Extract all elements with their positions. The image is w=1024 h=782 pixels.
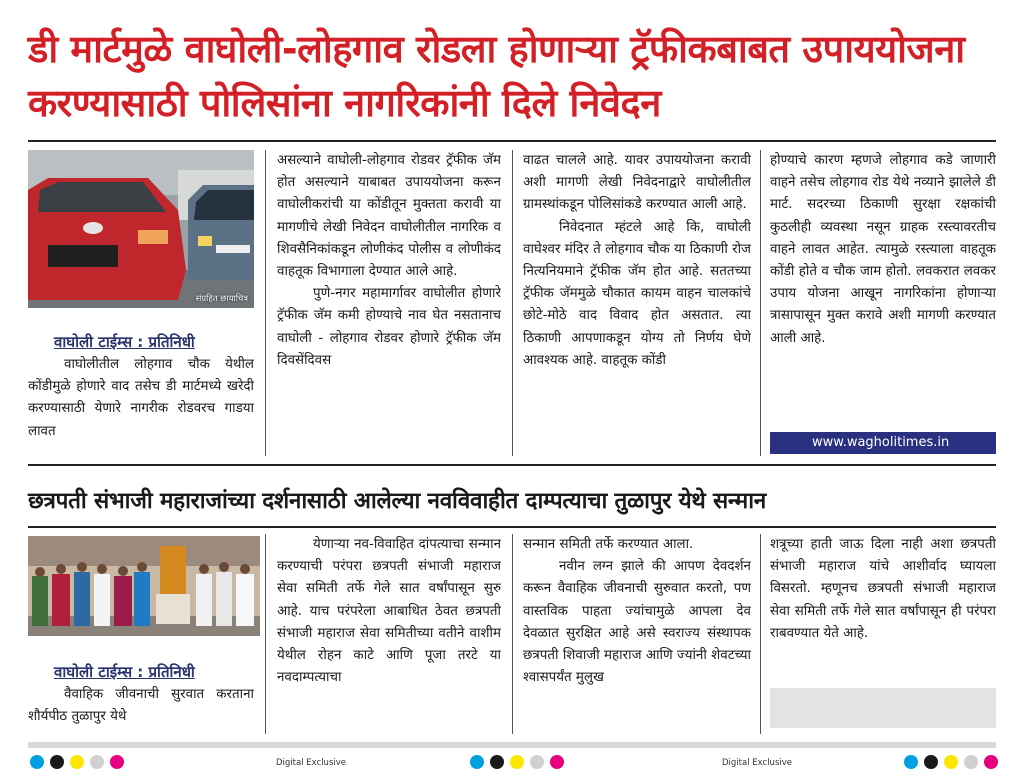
color-dot: [470, 755, 484, 769]
color-dot: [964, 755, 978, 769]
website-banner[interactable]: www.wagholitimes.in: [770, 432, 996, 454]
story1-column-2: [277, 150, 501, 460]
color-dot: [90, 755, 104, 769]
story2-col2-text: येणाऱ्या नव-विवाहित दांपत्याचा सन्मान करण्याची परंपरा छत्रपती संभाजी महाराज सेवा समिती तर्फे गेले सात वर्षांपासून सुरु आहे. याच परंपरेला आबाधित ठेवत छत्रपती संभाजी महाराज सेवा समितीच्या वतीने वाशीम येथील रोहन काटे आणि पूजा तरटे या नवदाम्पत्याचा: [277, 537, 501, 686]
story1-column-3: [523, 150, 751, 460]
color-dot: [924, 755, 938, 769]
color-dot: [30, 755, 44, 769]
color-dot: [70, 755, 84, 769]
color-dot: [510, 755, 524, 769]
story1-column-1: [28, 354, 254, 464]
story1-col2-para1: असल्याने वाघोली-लोहगाव रोडवर ट्रॅफीक जॅम होत असल्याने याबाबत उपाययोजना करून वाघोलीकरांची या कोंडीतून मुक्तता करावी या मागणीचे लेखी निवेदन वाघोलीतील नागरिक व शिवसैनिकांकडून लोणीकंद पोलीस व लोणीकंद वाहतूक विभागाला देण्यात आले आहे.: [277, 153, 501, 280]
color-dot: [550, 755, 564, 769]
color-dot: [530, 755, 544, 769]
photo-credit: संग्रहित छायाचित्र: [195, 294, 248, 304]
story1-headline: डी मार्टमुळे वाघोली-लोहगाव रोडला होणाऱ्या ट्रॅफीकबाबत उपाययोजना करण्यासाठी पोलिसांना नागरिकांनी दिले निवेदन: [28, 27, 965, 125]
story1-col4-text: होण्याचे कारण म्हणजे लोहगाव कडे जाणारी वाहने तसेच लोहगाव रोड येथे नव्याने झालेले डी मार्ट. सदरच्या ठिकाणी सुरक्षा रक्षकांची कुठलीही व्यवस्था नसून ग्राहक रस्त्यावरतीच वाहने लावत आहेत. त्यामुळे रस्त्याला वाहतूक कोंडी होते व चौक जाम होतो. लवकरात लवकर उपाय योजना आखून नागरिकांना होणाऱ्या त्रासापासून मुक्त करावे अशी मागणी करण्यात आली आहे.: [770, 153, 996, 346]
color-dots-right: [904, 755, 998, 769]
story1-col3-para1: वाढत चालले आहे. यावर उपाययोजना करावी अशी मागणी लेखी निवेदनाद्वारे वाघोलीतील ग्रामस्थांकडून पोलिसांकडे करण्यात आली आहे.: [523, 153, 751, 213]
color-dot: [50, 755, 64, 769]
story2-column-1: [28, 684, 254, 734]
story2-column-3: [523, 534, 751, 734]
couple-photo-image: [28, 536, 260, 636]
color-dots-left: [30, 755, 124, 769]
color-dots-center: [470, 755, 564, 769]
story2-headline: छत्रपती संभाजी महाराजांच्या दर्शनासाठी आलेल्या नवविवाहीत दाम्पत्याचा तुळापुर येथे सन्मान: [28, 488, 766, 514]
column-divider: [760, 150, 761, 456]
color-dot: [984, 755, 998, 769]
ad-placeholder: [770, 688, 996, 728]
column-divider: [512, 150, 513, 456]
traffic-photo: [28, 150, 254, 308]
color-dot: [904, 755, 918, 769]
section-rule: [28, 464, 996, 466]
story2-col3-para1: सन्मान समिती तर्फे करण्यात आला.: [523, 537, 694, 552]
footer-label-left: Digital Exclusive: [276, 758, 346, 768]
footer-label-right: Digital Exclusive: [722, 758, 792, 768]
column-divider: [760, 534, 761, 734]
story1-byline: वाघोली टाईम्स : प्रतिनिधी: [54, 333, 195, 351]
column-divider: [512, 534, 513, 734]
column-divider: [265, 534, 266, 734]
story2-col4-text: शत्रूच्या हाती जाऊ दिला नाही अशा छत्रपती संभाजी महाराज यांचे आशीर्वाद घ्यायला विसरतो. म्हणूनच छत्रपती संभाजी महाराज सेवा समिती तर्फे गेले सात वर्षांपासून ही परंपरा राबवण्यात येते आहे.: [770, 537, 996, 641]
story1-col2-para2: पुणे-नगर महामार्गावर वाघोलीत होणारे ट्रॅफीक जॅम कमी होण्याचे नाव घेत नसतानाच वाघोली - लोहगाव रोडवर होणारे ट्रॅफीक जॅम दिवसेंदिवस: [277, 286, 501, 368]
story1-column-4: [770, 150, 996, 430]
story1-col3-para2: निवेदनात म्हंटले आहे कि, वाघोली वाघेश्वर मंदिर ते लोहगाव चौक या ठिकाणी रोज नित्यनियमाने ट्रॅफीक जॅम होत आहे. सततच्या ट्रॅफीक जॅममुळे चौकात कायम वाहन चालकांचे छोटे-मोठे वाद विवाद होत असतात. त्या ठिकाणी आपणाकडून योग्य तो निर्णय घेणे आवश्यक आहे. वाहतूक कोंडी: [523, 219, 751, 368]
story2-column-4: [770, 534, 996, 684]
story2-column-2: [277, 534, 501, 734]
story2-col1-text: वैवाहिक जीवनाची सुरवात करताना शौर्यपीठ तुळापुर येथे: [28, 687, 254, 725]
color-dot: [110, 755, 124, 769]
color-dot: [490, 755, 504, 769]
traffic-photo-image: [28, 150, 254, 308]
color-dot: [944, 755, 958, 769]
headline2-rule: [28, 526, 996, 528]
footer-bar: [28, 742, 996, 748]
headline-rule: [28, 140, 996, 142]
story2-col3-para2: नवीन लग्न झाले की आपण देवदर्शन करून वैवाहिक जीवनाची सुरुवात करतो, पण वास्तविक पाहता ज्यांचामुळे आपला देव देवळात सुरक्षित आहे असे स्वराज्य संस्थापक छत्रपती शिवाजी महाराज आणि ज्यांनी शेवटच्या श्वासपर्यंत मुलुख: [523, 559, 751, 686]
couple-photo: [28, 536, 260, 636]
story2-byline: वाघोली टाईम्स : प्रतिनिधी: [54, 663, 195, 681]
column-divider: [265, 150, 266, 456]
story1-col1-text: वाघोलीतील लोहगाव चौक येथील कोंडीमुळे होणारे वाद तसेच डी मार्टमध्ये खरेदी करण्यासाठी येणारे नागरीक रोडवरच गाडया लावत: [28, 357, 254, 439]
